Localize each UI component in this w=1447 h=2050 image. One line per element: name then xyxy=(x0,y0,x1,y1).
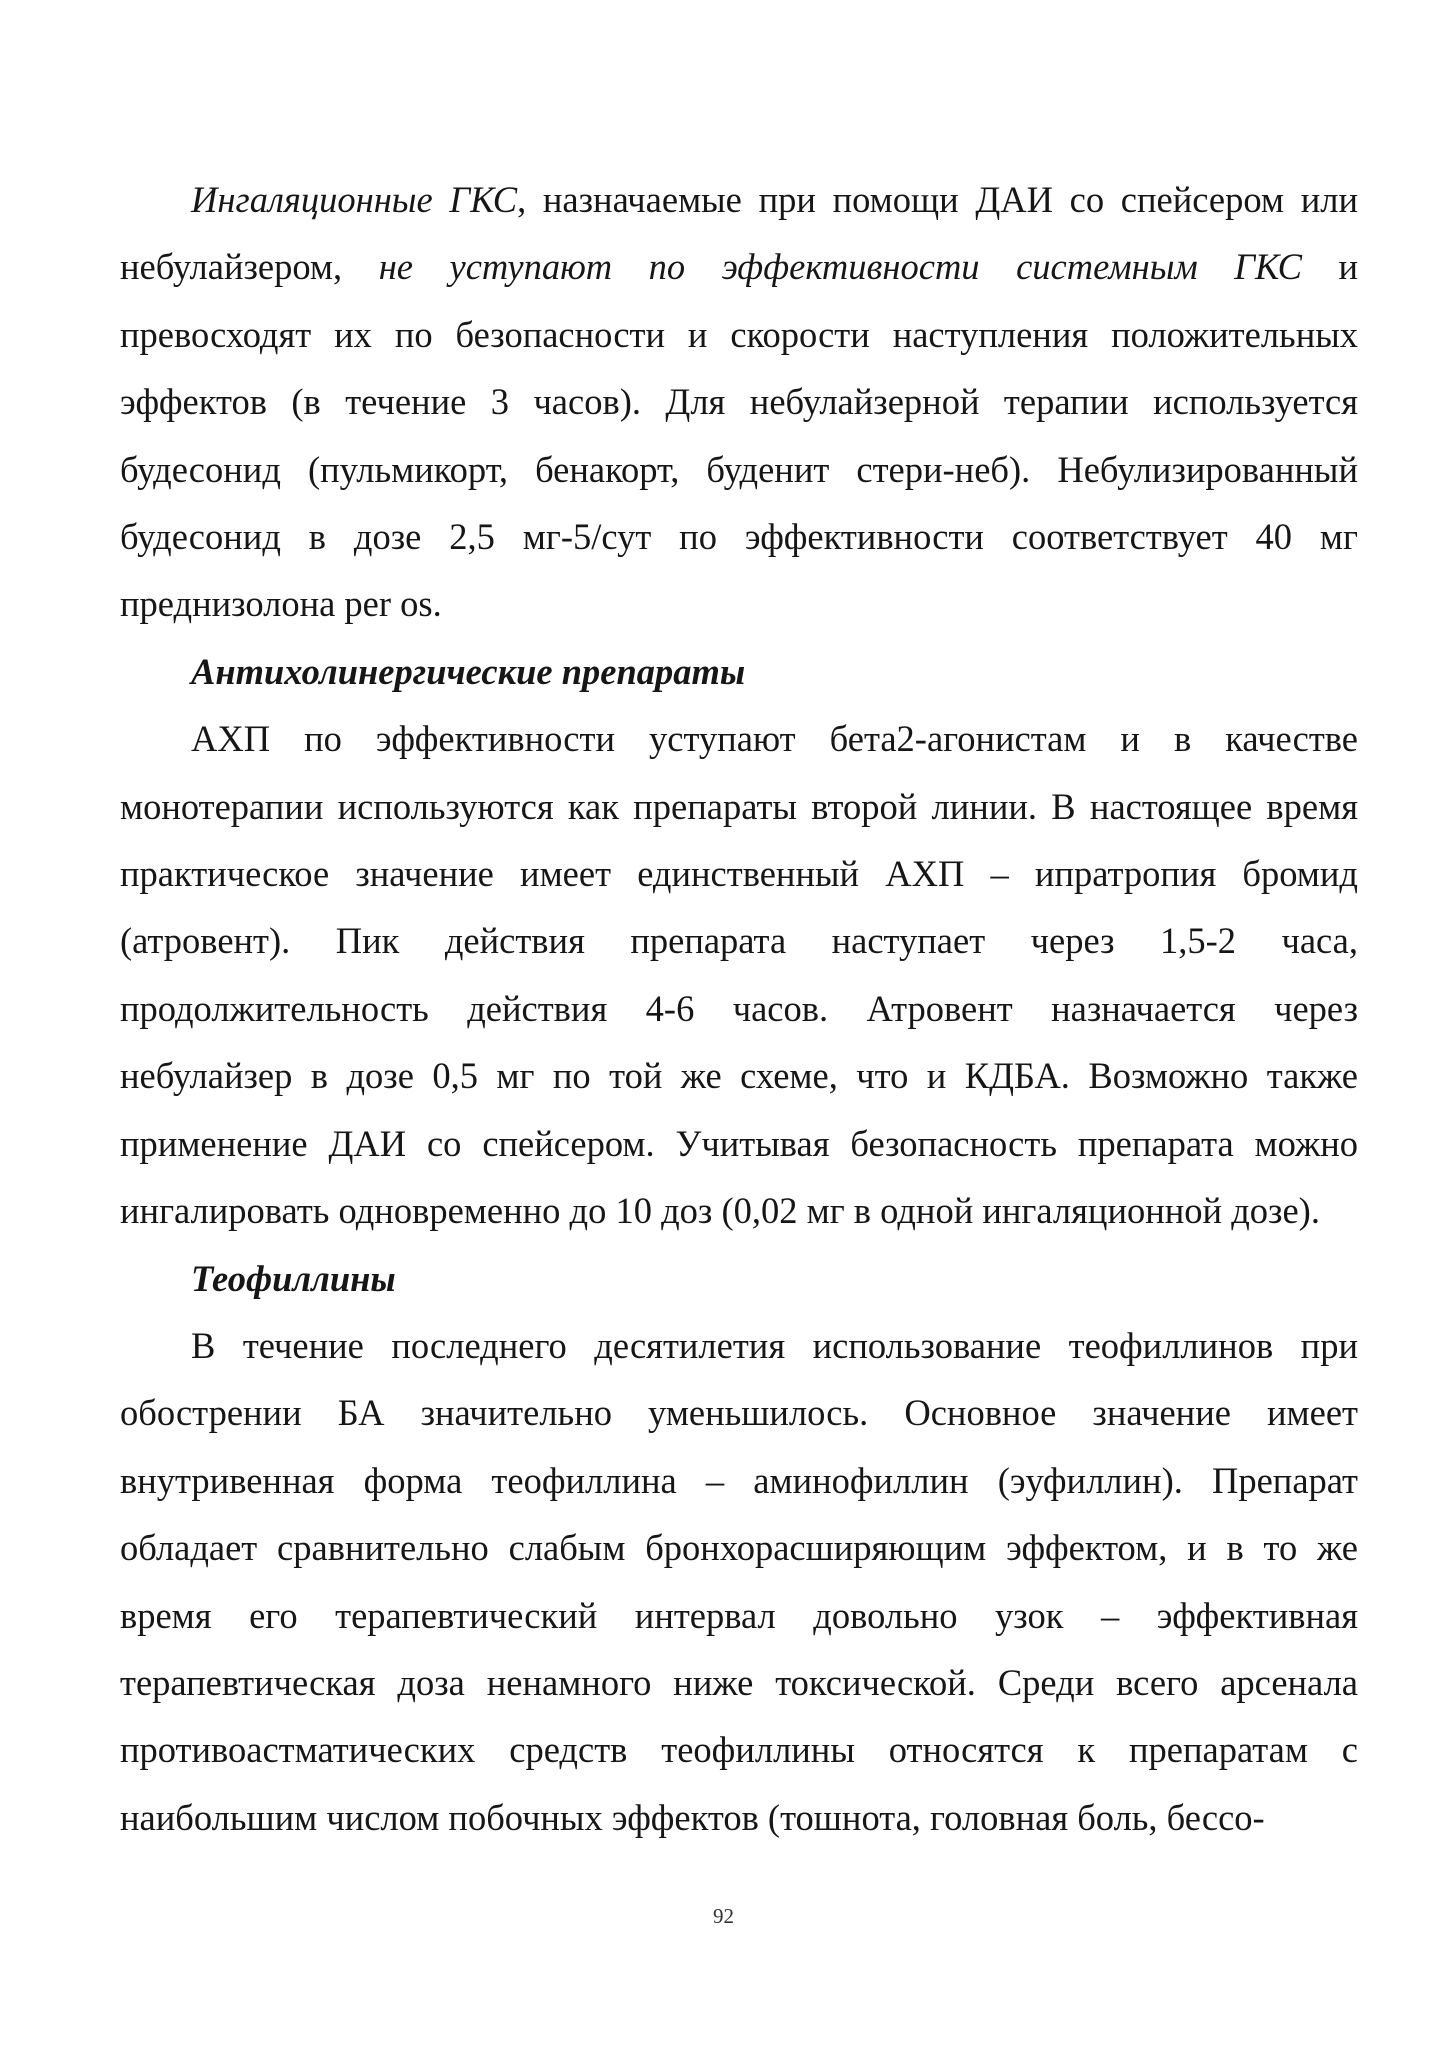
emphasis-inhaled-gcs: Ингаляционные ГКС xyxy=(191,179,518,220)
emphasis-efficacy: не уступают по эффективности системным ГКС xyxy=(378,246,1302,288)
paragraph-inhaled-gcs xyxy=(120,166,1358,638)
paragraph-text: , назначаемые при помощи ДАИ со спейсером или небулайзером, xyxy=(120,179,1358,288)
section-heading-theophyllines: Теофиллины xyxy=(191,1257,396,1299)
paragraph-theophyllines: В течение последнего десятилетия использование теофиллинов при обострении БА значительно уменьшилось. Основное значение имеет внутривенная форма теофиллина – аминофиллин (эуфиллин). Препарат обладает сравнительно слабым бронхорасширяющим эффектом, и в то же время его терапевтический интервал довольно узок – эффективная терапевтическая доза ненамного ниже токсической. Среди всего арсенала противоастматических средств теофиллины относятся к препаратам с наибольшим числом побочных эффектов (тошнота, головная боль, бессо- xyxy=(120,1324,1358,1838)
page-body xyxy=(120,166,1358,1851)
section-heading-anticholinergic: Антихолинергические препараты xyxy=(191,650,746,692)
paragraph-anticholinergic: АХП по эффективности уступают бета2-агонистам и в качестве монотерапии используются как препараты второй линии. В настоящее время практическое значение имеет единственный АХП – ипратропия бромид (атровент). Пик действия препарата наступает через 1,5-2 часа, продолжительность действия 4-6 часов. Атровент назначается через небулайзер в дозе 0,5 мг по той же схеме, что и КДБА. Возможно также применение ДАИ со спейсером. Учитывая безопасность препарата можно ингалировать одновременно до 10 доз (0,02 мг в одной ингаляционной дозе). xyxy=(120,718,1358,1232)
paragraph-text: и превосходят их по безопасности и скорости наступления положительных эффектов (в течение 3 часов). Для небулайзерной терапии используется будесонид (пульмикорт, бенакорт, буденит стери-неб). Небулизированный будесонид в дозе 2,5 мг-5/сут по эффективности соответствует 40 мг преднизолона per os. xyxy=(120,246,1358,625)
page-number: 92 xyxy=(713,1904,734,1928)
